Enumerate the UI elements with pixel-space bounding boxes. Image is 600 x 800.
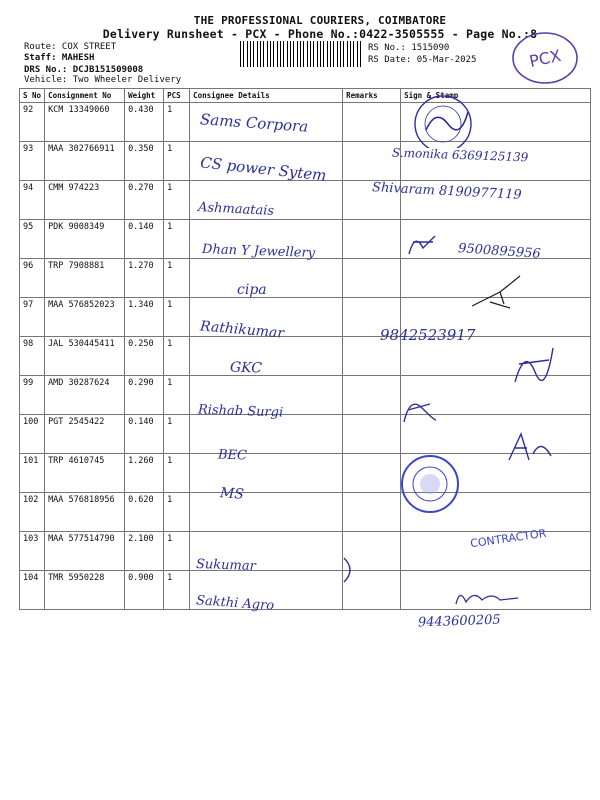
staff-label: Staff: MAHESH [24, 53, 95, 63]
cell-consignee [190, 337, 343, 376]
table-header-row [20, 89, 591, 103]
cell-pcs: 1 [164, 220, 190, 259]
col-remarks: Remarks [343, 89, 401, 103]
sign-handwriting: Shivaram 8190977119 [371, 180, 522, 203]
col-consignee: Consignee Details [190, 89, 343, 103]
cell-consignment: KCM 13349060 [45, 103, 125, 142]
cell-pcs: 1 [164, 571, 190, 610]
cell-sno: 101 [20, 454, 45, 493]
round-stamp [400, 448, 460, 520]
signature-scribble [505, 430, 555, 464]
col-weight: Weight [125, 89, 164, 103]
cell-pcs: 1 [164, 142, 190, 181]
cell-remarks [343, 493, 401, 532]
bracket-mark [340, 556, 360, 584]
col-consignment: Consignment No [45, 89, 125, 103]
sign-handwriting: 9842523917 [380, 326, 476, 344]
cell-sno: 96 [20, 259, 45, 298]
cell-remarks [343, 415, 401, 454]
signature-scribble [452, 586, 522, 608]
cell-weight: 0.350 [125, 142, 164, 181]
signature-scribble [470, 272, 525, 312]
consignee-handwriting: cipa [237, 282, 267, 298]
cell-consignee [190, 493, 343, 532]
consignee-handwriting: GKC [229, 359, 263, 377]
cell-weight: 2.100 [125, 532, 164, 571]
rs-number: RS No.: 1515090 [368, 43, 450, 53]
cell-pcs: 1 [164, 454, 190, 493]
cell-consignment: MAA 576852023 [45, 298, 125, 337]
sign-handwriting: S.monika 6369125139 [391, 145, 529, 165]
barcode-image [240, 41, 363, 67]
cell-consignment: PGT 2545422 [45, 415, 125, 454]
cell-weight: 0.620 [125, 493, 164, 532]
cell-consignment: TMR 5950228 [45, 571, 125, 610]
route-label: Route: COX STREET [24, 42, 117, 52]
cell-pcs: 1 [164, 298, 190, 337]
cell-sno: 103 [20, 532, 45, 571]
cell-sno: 100 [20, 415, 45, 454]
cell-pcs: 1 [164, 493, 190, 532]
cell-weight: 1.260 [125, 454, 164, 493]
cell-weight: 0.250 [125, 337, 164, 376]
cell-consignment: TRP 7908881 [45, 259, 125, 298]
cell-consignment: PDK 9008349 [45, 220, 125, 259]
cell-remarks [343, 376, 401, 415]
cell-remarks [343, 103, 401, 142]
cell-pcs: 1 [164, 337, 190, 376]
cell-consignment: MAA 302766911 [45, 142, 125, 181]
cell-weight: 0.140 [125, 220, 164, 259]
signature-scribble [505, 342, 560, 387]
table-row [20, 493, 591, 532]
cell-weight: 0.430 [125, 103, 164, 142]
pcx-stamp [510, 30, 580, 86]
sams-corporatio-stamp [398, 88, 488, 148]
runsheet-subtitle: Delivery Runsheet - PCX - Phone No.:0422-3505555 - Page No.:8 [102, 27, 538, 41]
col-pcs: PCS [164, 89, 190, 103]
signature-scribble [405, 230, 441, 260]
company-title: THE PROFESSIONAL COURIERS, COIMBATORE [193, 14, 447, 27]
cell-pcs: 1 [164, 181, 190, 220]
drs-label: DRS No.: DCJB151509008 [24, 65, 144, 75]
consignee-handwriting: CS power Sytem [199, 153, 328, 185]
cell-sno: 94 [20, 181, 45, 220]
signature-scribble [400, 394, 440, 428]
consignee-handwriting: Sakthi Agro [195, 593, 275, 614]
cell-weight: 1.340 [125, 298, 164, 337]
cell-consignment: JAL 530445411 [45, 337, 125, 376]
cell-weight: 0.140 [125, 415, 164, 454]
cell-consignment: MAA 576818956 [45, 493, 125, 532]
cell-consignment: TRP 4610745 [45, 454, 125, 493]
cell-pcs: 1 [164, 415, 190, 454]
cell-weight: 0.900 [125, 571, 164, 610]
cell-consignment: MAA 577514790 [45, 532, 125, 571]
sign-handwriting: 9500895956 [457, 241, 542, 262]
col-sno: S No [20, 89, 45, 103]
cell-weight: 0.290 [125, 376, 164, 415]
vehicle-label: Vehicle: Two Wheeler Delivery [24, 75, 182, 85]
cell-pcs: 1 [164, 103, 190, 142]
cell-remarks [343, 259, 401, 298]
cell-consignment: CMM 974223 [45, 181, 125, 220]
cell-pcs: 1 [164, 532, 190, 571]
cell-sno: 95 [20, 220, 45, 259]
cell-consignee [190, 454, 343, 493]
consignee-handwriting: Sams Corpora [199, 110, 309, 136]
consignee-handwriting: Rathikumar [199, 318, 285, 342]
cell-remarks [343, 454, 401, 493]
consignee-handwriting: MS [219, 485, 245, 503]
col-sign: Sign & Stamp [401, 89, 591, 103]
cell-sno: 93 [20, 142, 45, 181]
cell-pcs: 1 [164, 376, 190, 415]
consignee-handwriting: BEC [217, 447, 248, 464]
cell-pcs: 1 [164, 259, 190, 298]
cell-sno: 92 [20, 103, 45, 142]
stamp-text: PCX [527, 45, 563, 72]
cell-remarks [343, 220, 401, 259]
rs-date: RS Date: 05-Mar-2025 [368, 55, 477, 65]
consignee-handwriting: Rishab Surgi [197, 402, 284, 421]
sign-handwriting: 9443600205 [417, 612, 501, 631]
consignee-handwriting: Sukumar [195, 556, 257, 575]
cell-sno: 98 [20, 337, 45, 376]
contractor-stamp: CONTRACTOR [469, 526, 548, 551]
consignee-handwriting: Dhan Y Jewellery [201, 242, 316, 261]
cell-weight: 0.270 [125, 181, 164, 220]
consignee-handwriting: Ashmaatais [197, 200, 275, 219]
cell-sno: 99 [20, 376, 45, 415]
cell-weight: 1.270 [125, 259, 164, 298]
cell-consignment: AMD 30287624 [45, 376, 125, 415]
cell-sno: 104 [20, 571, 45, 610]
cell-consignee [190, 415, 343, 454]
cell-sno: 102 [20, 493, 45, 532]
cell-sno: 97 [20, 298, 45, 337]
